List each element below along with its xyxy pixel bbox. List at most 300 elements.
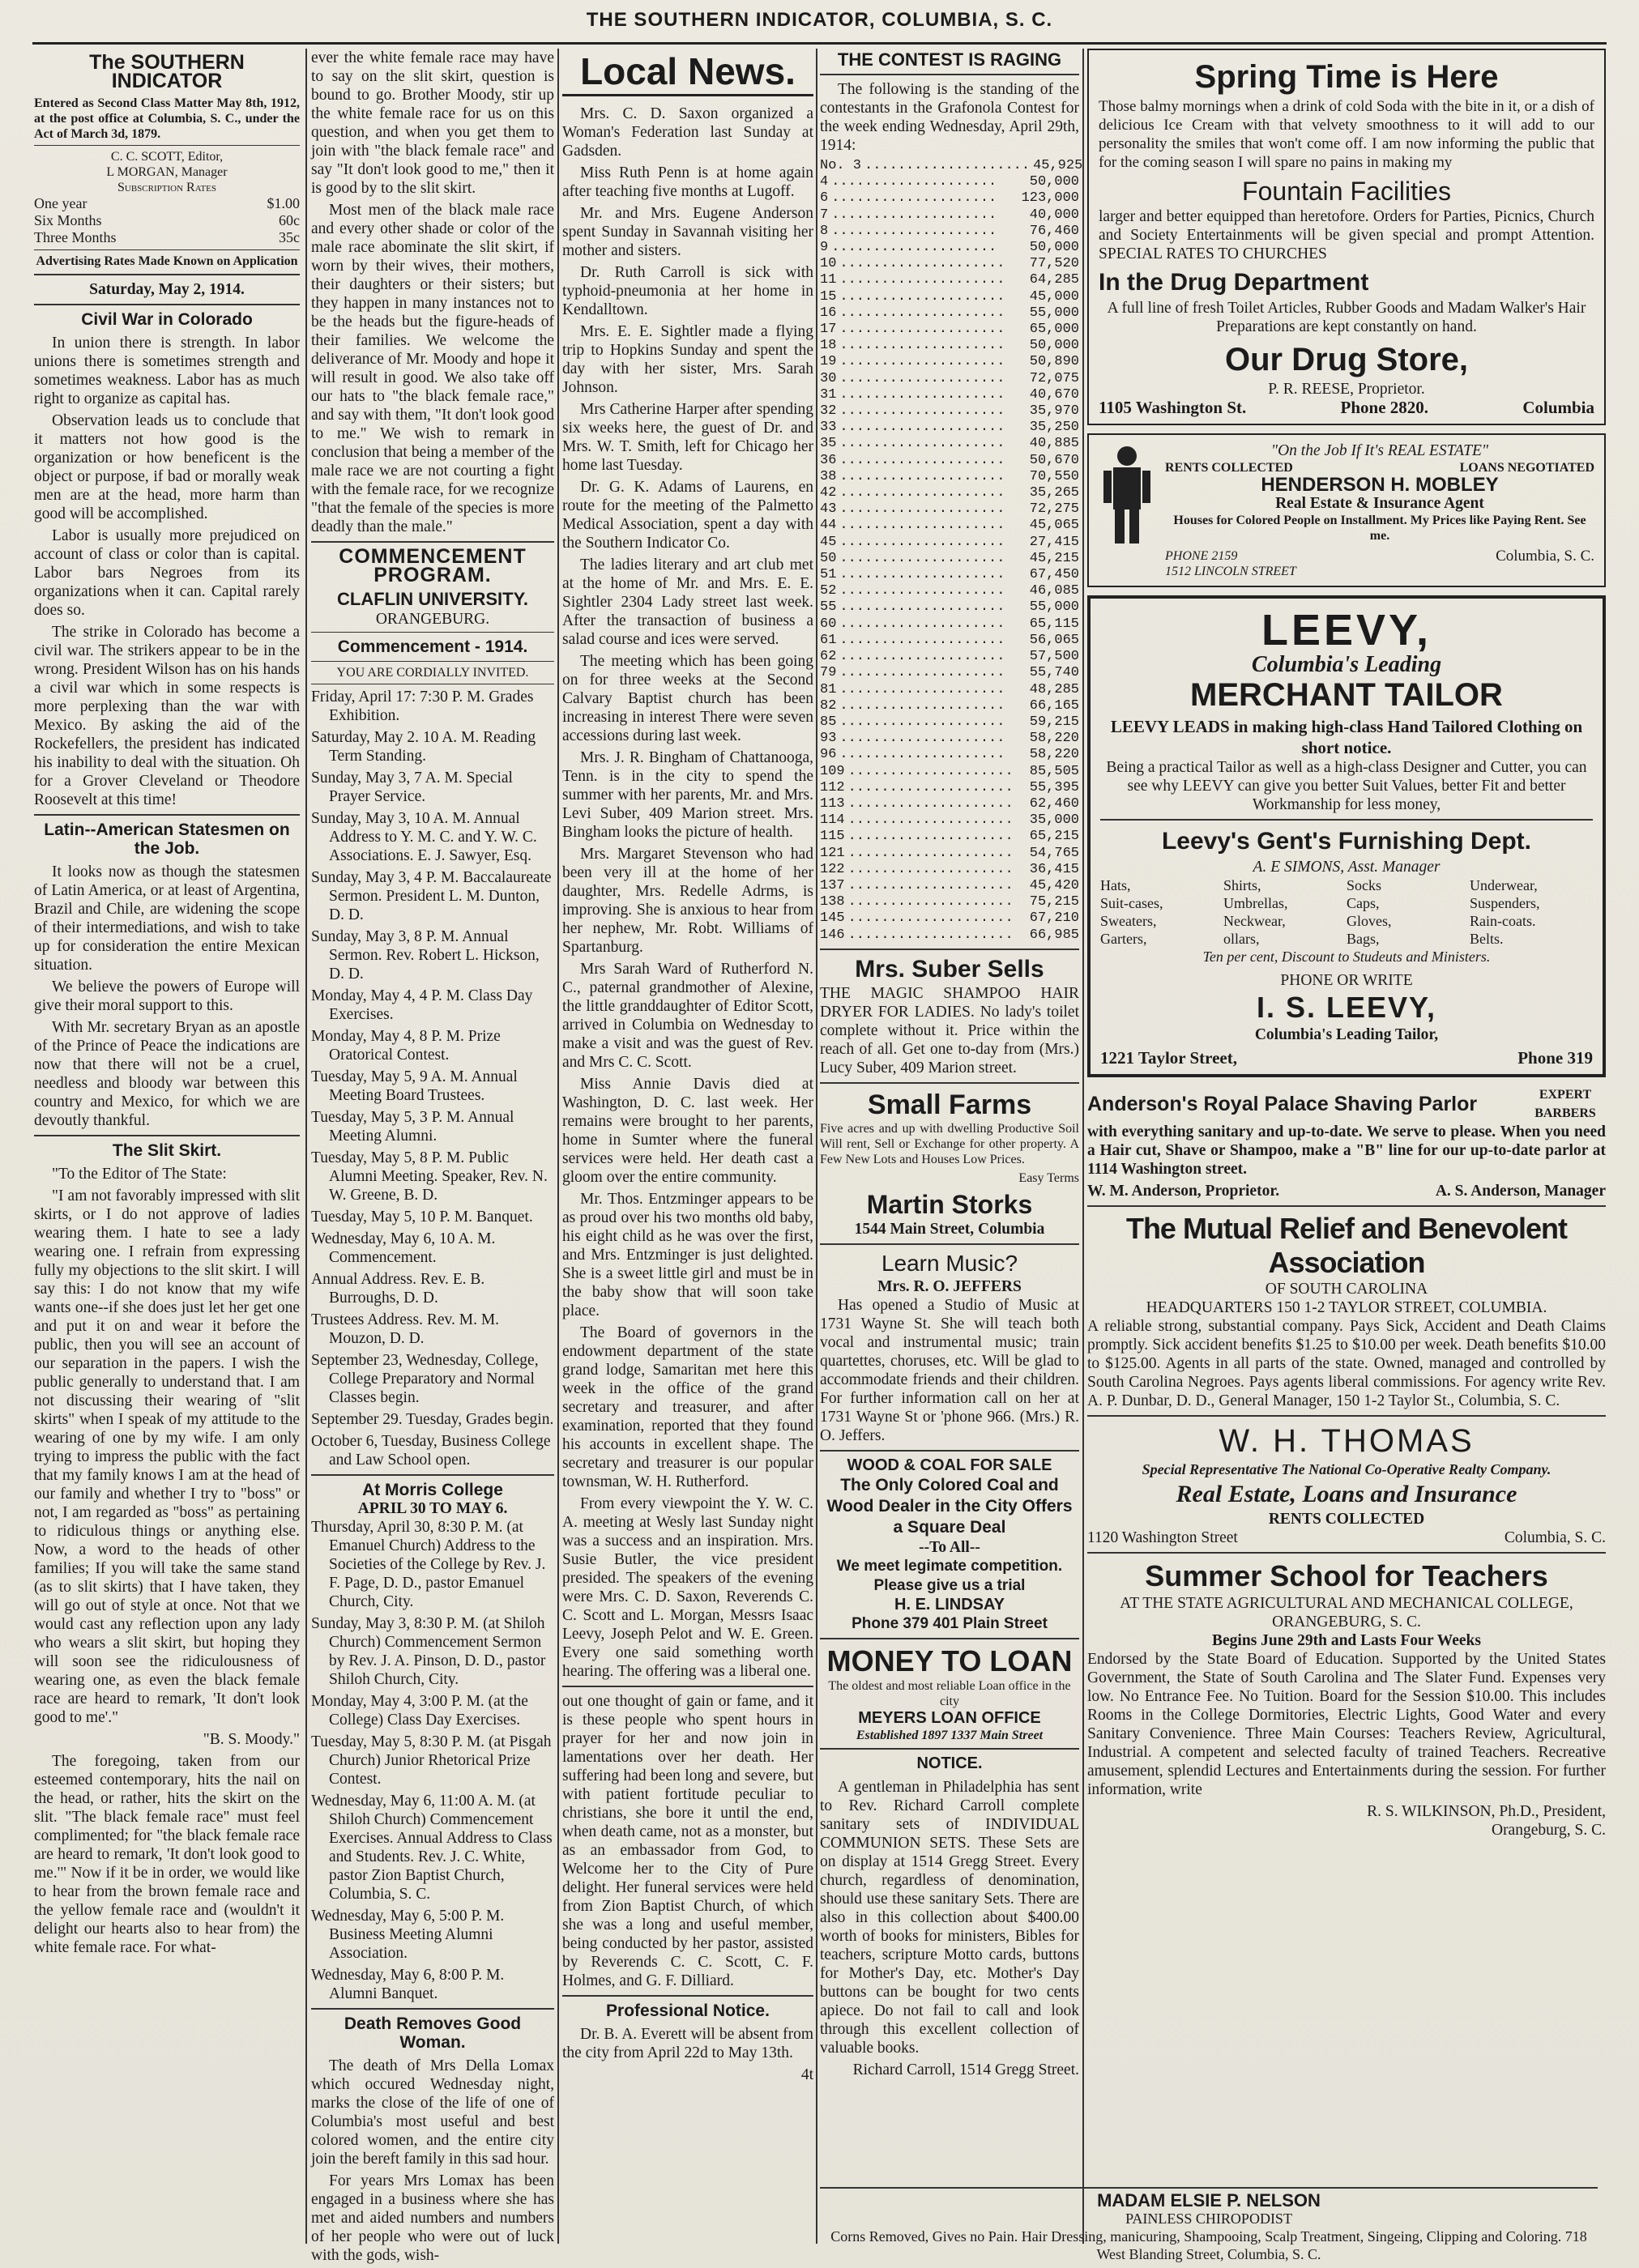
contestant-votes: 55,000 [1029,305,1079,321]
letter-signature: "B. S. Moody." [203,1731,300,1748]
contest-row [820,633,1079,649]
wood-ad-phone: Phone 379 401 Plain Street [852,1614,1048,1632]
program-item: Wednesday, May 6, 11:00 A. M. (at Shiloh Church) Commencement Exercises. Annual Address to Class and Students. Rev. J. C. White, pastor Zion Baptist Church, Columbia, S. C. [311,1793,553,1903]
program-item: Monday, May 4, 3:00 P. M. (at the College) Class Day Exercises. [311,1693,528,1729]
contestant-number: 60 [820,616,837,632]
headline-latin-american: Latin--American Statesmen on the Job. [44,821,290,858]
dot-leader: .................... [831,207,997,223]
summer-signature-2: Orangeburg, S. C. [1491,1822,1606,1839]
paragraph: The foregoing, taken from our esteemed contemporary, hits the nail on the head, or rather, hits the skirt on the slit. "The black female race" must feel complimented; for "the black female race are heard to remark, 'It don't look good to me.'" Now if it be in order, we would like to hear from the brown female race and the yellow female race and (wouldn't it delight our hearts also to hear from) the white female race. For what- [34,1753,300,1956]
news-item: Mr. Thos. Entzminger appears to be as proud over his two months old baby, his eight child as he was over the first, and Mrs. Entzminger is just delighted. She is a sweet little girl and must be in the baby show that will soon take place. [562,1191,813,1319]
contestant-number: 50 [820,550,837,566]
goods-item: Umbrellas, [1223,895,1288,911]
dot-leader: .................... [847,845,1014,861]
contestant-votes: 59,215 [1029,714,1079,730]
program-item: Wednesday, May 6, 8:00 P. M. Alumni Banquet. [311,1967,505,2002]
leevy-lead: LEEVY LEADS in making high-class Hand Tailored Clothing on short notice. [1110,717,1583,757]
paragraph: "To the Editor of The State: [52,1166,227,1183]
contest-row [820,338,1079,354]
contest-row [820,649,1079,665]
headline-death-removes: Death Removes Good Woman. [344,2014,522,2052]
goods-item: Underwear, [1470,877,1538,893]
goods-item: Suspenders, [1470,895,1540,911]
divider [34,145,300,146]
contestant-number: 115 [820,829,845,845]
contest-row [820,551,1079,567]
contest-row [820,698,1079,714]
contestant-votes: 57,500 [1029,649,1079,665]
goods-item: ollars, [1223,931,1260,947]
headline-slit-skirt: The Slit Skirt. [112,1141,222,1160]
goods-item: Caps, [1347,895,1380,911]
program-item: Sunday, May 3, 4 P. M. Baccalaureate Sermon. President L. M. Dunton, D. D. [311,869,552,923]
contestant-number: 51 [820,567,837,583]
chiropodist-name: MADAM ELSIE P. NELSON [1097,2190,1321,2210]
dot-leader: .................... [839,714,1005,730]
leevy-trade: MERCHANT TAILOR [1190,677,1503,713]
contestant-number: 10 [820,256,837,272]
contestant-number: 35 [820,436,837,452]
contestant-number: 109 [820,763,845,779]
thomas-services: Real Estate, Loans and Insurance [1176,1481,1517,1507]
contestant-votes: 65,115 [1029,616,1079,632]
dot-leader: .................... [839,386,1005,403]
contestant-votes: 66,165 [1029,697,1079,714]
issue-date: Saturday, May 2, 1914. [89,281,245,298]
column-local-news [562,49,813,2244]
paragraph: In union there is strength. In labor unions there is sometimes strength and sometimes weakness. Labor has as much right to organize as capital has. [34,335,300,407]
headline-civil-war: Civil War in Colorado [81,310,253,329]
mobley-name: HENDERSON H. MOBLEY [1261,474,1499,496]
dot-leader: .................... [839,534,1005,550]
contest-row [820,272,1079,288]
summer-school-ad [1087,1558,1606,1840]
money-ad-established: Established 1897 1337 Main Street [856,1728,1044,1742]
program-item: Annual Address. Rev. E. B. Burroughs, D. D. [311,1271,485,1307]
dot-leader: .................... [839,338,1005,354]
thomas-name: W. H. THOMAS [1219,1423,1475,1459]
contest-row [820,224,1079,240]
thomas-contact: 1120 Washington Street Columbia, S. C. [1087,1529,1606,1546]
goods-item: Suit-cases, [1100,895,1163,911]
dot-leader: .................... [839,747,1005,763]
martin-storks-address: 1544 Main Street, Columbia [854,1220,1045,1238]
mutual-text: A reliable strong, substantial company. Pays Sick, Accident and Death Claims promptly. Sick accident benefits $1.25 to $10.00 per week. Death benefits $10.00 to $125.00. Agents in all parts of the state. Owned, managed and controlled by South Carolina Negroes. Pays agents liberal commissions. For agency write Rev. A. P. Dunbar, D. D., General Manager, 150 1-2 Taylor St., Columbia, S. C. [1087,1318,1606,1409]
news-item: The meeting which has been going on for three weeks at the Second Calvary Baptist church has been increasing in interest There were seven accessions during last week. [562,653,813,744]
professional-notice-title: Professional Notice. [606,2002,770,2020]
contestant-number: 146 [820,927,845,943]
divider [311,541,554,543]
shave-tag: EXPERT BARBERS [1534,1088,1596,1120]
contestant-votes: 40,670 [1029,386,1079,403]
dot-leader: .................... [847,910,1014,927]
notice-title: NOTICE. [916,1754,983,1772]
drug-store-contact: 1105 Washington St. Phone 2820. Columbia [1099,398,1594,417]
paragraph: It looks now as though the statesmen of Latin America, or at least of Argentina, Brazil and Chile, are widening the scope of their intermediations, and wish to take up for consideration the entire Mexican situation. [34,863,300,974]
contestant-votes: 45,065 [1029,518,1079,534]
news-item: Mrs Sarah Ward of Rutherford N. C., paternal grandmother of Alexine, the little granddaughter of Editor Scott, arrived in Columbia on Wednesday to make a visit and was the guest of Rev. and Mrs C. C. Scott. [562,961,813,1071]
mobley-services: RENTS COLLECTED LOANS NEGOTIATED [1165,461,1594,475]
contest-row [820,780,1079,796]
masthead: THE SOUTHERN INDICATOR, COLUMBIA, S. C. [586,9,1053,31]
contestant-votes: 45,420 [1029,877,1079,893]
news-item: Miss Annie Davis died at Washington, D. C. last week. Her remains were brought to her parents, home in Sumter where the funeral services were held. Her death cast a gloom over the entire community. [562,1076,813,1186]
contest-row [820,714,1079,731]
contest-row [820,599,1079,616]
contest-intro: The following is the standing of the contestants in the Grafonola Contest for the week ending Wednesday, April 29th, 1914: [820,81,1079,154]
column-editorial [34,49,300,2244]
thomas-ad [1087,1422,1606,1547]
paragraph: ever the white female race may have to say on the slit skirt, question is bound to go. Brother Moody, stir up the white female race for us on this question, and when you get them to join with "the black female race" and say "It don't look good to me," then it is good by to the slit skirt. [311,49,554,197]
dot-leader: .................... [847,829,1014,845]
contest-row [820,682,1079,698]
divider [34,304,300,305]
program-item: September 23, Wednesday, College, College Preparatory and Normal Classes begin. [311,1352,539,1406]
contestant-number: 18 [820,338,837,354]
contestant-number: 4 [820,174,829,190]
dot-leader: .................... [839,567,1005,583]
contest-row [820,894,1079,910]
dot-leader: .................... [839,256,1005,272]
contest-title: THE CONTEST IS RAGING [837,49,1062,70]
program-item: Tuesday, May 5, 8 P. M. Public Alumni Meeting. Speaker, Rev. N. W. Greene, B. D. [311,1149,548,1204]
shave-title: Anderson's Royal Palace Shaving Parlor [1087,1092,1478,1115]
divider [820,949,1079,950]
contestant-number: 121 [820,845,845,861]
contestant-number: 61 [820,632,837,648]
paragraph: "I am not favorably impressed with slit skirts, or I do not approve of ladies wearing them. I hate to see a lady wearing one. I refrain from expressing fully my objections to the slit skirt. I will say this: I do not know that my wife wants one--if she does just let her get one and put it on and wear it before the public, then you will see an account of our separation in the papers. I wish the public generally to understand that. I am not discussing their wearing of "slit skirts" when I speak of my attitude to the wearing of one by my wife. I am only trying to impress the public with the fact that my family knows I am at the head of our family and whether I try to "boss" or not, I am regarded as "boss" as pertaining to ridiculous things or anything else. Now, a word to the heads of other families; If you will take the same stand (as to slit skirts) that I have taken, they will go out of style at once. Not that we would cast any reflection upon any lady who wears a slit skirt, but hoping they will soon see the ridiculousness of wearing one, as even the black female race are heard to remark, 'It don't look good to me'." [34,1187,300,1726]
column-contest-ads [820,49,1083,2244]
contestant-votes: 72,275 [1029,501,1079,518]
contestant-number: 114 [820,812,845,829]
contest-row [820,862,1079,878]
contest-row [820,453,1079,469]
contestant-number: 32 [820,403,837,420]
music-ad-title: Learn Music? [881,1250,1018,1276]
shaving-parlor-ad [1087,1085,1606,1200]
mutual-subtitle: OF SOUTH CAROLINA [1265,1281,1428,1298]
contest-row [820,878,1079,894]
professional-notice-num: 4t [800,2066,813,2083]
divider [34,814,300,816]
contestant-number: 16 [820,305,837,321]
divider [311,661,554,662]
wood-ad-dealer: H. E. LINDSAY [894,1595,1005,1614]
paragraph: Observation leads us to conclude that it matters not how good is the organization or how beneficent is the object or purpose, if bad or morally weak men are at the head, more harm than good will be accomplished. [34,412,300,522]
contestant-number: 43 [820,501,837,518]
goods-item: Belts. [1470,931,1504,947]
fountain-text: larger and better equipped than heretofore. Orders for Parties, Picnics, Church and Society Entertainments will be given special and prompt Attention. SPECIAL RATES TO CHURCHES [1099,208,1594,262]
contestant-votes: 48,285 [1029,681,1079,697]
spring-text: Those balmy mornings when a drink of cold Soda with the bite in it, or a dish of delicious Ice Cream with that velvety smoothness to it will add to our personality the smiles that won't come off. I am now informing the public that for the coming season I will spare no pains in making my [1099,98,1594,171]
dot-leader: .................... [831,223,997,239]
contestant-number: 138 [820,894,845,910]
suber-ad-text: THE MAGIC SHAMPOO HAIR DRYER FOR LADIES. No lady's toilet complete without it. Price within the reach of all. Get one to-day from (Mrs.) Lucy Suber, 409 Marion street. [820,984,1079,1076]
dot-leader: .................... [831,240,997,256]
contestant-votes: 62,460 [1029,795,1079,812]
news-item: The Board of governors in the endowment department of the state grand lodge, Samaritan met here this week in the office of the grand secretary and treasurer, and after examination, reported that they found his accounts in excellent shape. The secretary and treasurer is our popular townsman, W. H. Rutherford. [562,1324,813,1490]
program-item: Trustees Address. Rev. M. M. Mouzon, D. D. [311,1311,500,1347]
program-item: Thursday, April 30, 8:30 P. M. (at Emanuel Church) Address to the Societies of the College by Rev. J. F. Page, D. D., pastor Emanuel Church, City. [311,1519,546,1610]
dot-leader: .................... [839,583,1005,599]
news-item: Mrs. C. D. Saxon organized a Woman's Federation last Sunday at Gadsden. [562,105,813,160]
shave-owners: W. M. Anderson, Proprietor. A. S. Anderson, Manager [1087,1183,1606,1200]
dot-leader: .................... [839,599,1005,616]
contestant-votes: 70,550 [1029,468,1079,484]
goods-item: Bags, [1347,931,1380,947]
program-item: Wednesday, May 6, 10 A. M. Commencement. [311,1230,496,1266]
program-item: Tuesday, May 5, 9 A. M. Annual Meeting Board Trustees. [311,1068,518,1104]
divider [1087,1552,1606,1554]
summer-subtitle: AT THE STATE AGRICULTURAL AND MECHANICAL COLLEGE, ORANGEBURG, S. C. [1120,1595,1573,1631]
dot-leader: .................... [839,616,1005,632]
contestant-votes: 55,740 [1029,665,1079,681]
program-item: Sunday, May 3, 10 A. M. Annual Address to Y. M. C. and Y. W. C. Associations. E. J. Sawyer, Esq. [311,810,537,864]
man-figure-icon [1099,441,1155,547]
contest-row [820,190,1079,207]
manager-line: L MORGAN, Manager [106,165,228,179]
gents-furnishing-title: Leevy's Gent's Furnishing Dept. [1161,828,1532,855]
contestant-votes: 55,395 [1029,779,1079,795]
contest-row [820,501,1079,518]
summer-signature-1: R. S. WILKINSON, Ph.D., President, [1367,1803,1606,1820]
divider [34,1135,300,1136]
contestant-number: 30 [820,370,837,386]
dot-leader: .................... [847,877,1014,893]
news-item: Mrs. J. R. Bingham of Chattanooga, Tenn. is in the city to spend the summer with her parents, Mr. and Mrs. Levi Suber, 409 Marion street. Mrs. Bingham looks the picture of health. [562,749,813,841]
program-item: Friday, April 17: 7:30 P. M. Grades Exhibition. [311,688,534,724]
contestant-votes: 66,985 [1029,927,1079,943]
rate-row: Three Months 35c [34,229,300,245]
money-ad-name: MEYERS LOAN OFFICE [858,1708,1041,1727]
contestant-votes: 50,000 [1029,240,1079,256]
contest-row [820,322,1079,338]
music-ad-name: Mrs. R. O. JEFFERS [877,1277,1022,1295]
divider [34,274,300,275]
mobley-subtitle: Real Estate & Insurance Agent [1275,495,1484,512]
goods-item: Sweaters, [1100,913,1157,929]
mobley-tagline: "On the Job If It's REAL ESTATE" [1270,442,1489,459]
leevy-tailor-ad [1087,595,1606,1077]
program-list [311,688,554,1469]
divider [562,1686,813,1687]
dot-leader: .................... [839,518,1005,534]
goods-item: Gloves, [1347,913,1392,929]
program-item: Sunday, May 3, 8 P. M. Annual Sermon. Rev. Robert L. Hickson, D. D. [311,928,540,983]
dot-leader: .................... [847,894,1014,910]
contestant-votes: 72,075 [1029,370,1079,386]
divider [820,74,1079,75]
notice-text: A gentleman in Philadelphia has sent to Rev. Richard Carroll complete sanitary sets of INDIVIDUAL COMMUNION SETS. These Sets are on display at 1514 Gregg Street. Every church, regardless of denomination, should use these sanitary Sets. There are also in this collection about $400.00 worth of books for ministers, Bibles for teachers, scripture Motto cards, buttons for Mother's Day, etc. Mother's Day buttons can be bought for two cents apiece. Do not fail to call and look through this excellent collection of valuable books. [820,1778,1079,2057]
contestant-number: 55 [820,599,837,616]
contestant-votes: 35,970 [1029,403,1079,420]
contestant-number: 82 [820,697,837,714]
divider [311,632,554,633]
contestant-number: 122 [820,861,845,877]
drug-department-heading: In the Drug Department [1099,269,1369,296]
dot-leader: .................... [839,403,1005,420]
contestant-number: 62 [820,649,837,665]
contest-row [820,354,1079,370]
contest-row [820,289,1079,305]
news-item: Mrs. E. E. Sightler made a flying trip to Hopkins Sunday and spent the day with her sister, Mrs. Sarah Johnson. [562,323,813,396]
dot-leader: .................... [839,305,1005,321]
column-commencement [311,49,554,2264]
gents-manager: A. E SIMONS, Asst. Manager [1253,859,1441,876]
dot-leader: .................... [831,174,997,190]
dot-leader: .................... [847,927,1014,943]
chiropodist-ad [820,2187,1598,2263]
contestant-votes: 67,450 [1029,567,1079,583]
program-item: Sunday, May 3, 8:30 P. M. (at Shiloh Church) Commencement Sermon by Rev. J. A. Pinson, D. D., pastor Shiloh Church, City. [311,1615,546,1688]
news-item: Mr. and Mrs. Eugene Anderson spent Sunday in Savannah visiting her mother and sisters. [562,205,813,259]
contest-row [820,256,1079,272]
dot-leader: .................... [839,468,1005,484]
claflin-heading: CLAFLIN UNIVERSITY. [337,589,528,609]
contest-row [820,305,1079,322]
contest-row [820,240,1079,256]
contestant-votes: 55,000 [1029,599,1079,616]
notice-signature: Richard Carroll, 1514 Gregg Street. [852,2061,1079,2078]
news-item: Mrs. Margaret Stevenson who had been very ill at the home of her daughter, Mrs. Redelle Adrms, is improving. She is anxious to hear from her nephew, Mr. Robt. Williams of Spartanburg. [562,846,813,956]
contestant-number: No. 3 [820,158,862,173]
paragraph: Most men of the black male race and every other shade or color of the male race abominate the slit skirt, if worn by their wives, their mothers, their daughters or their sisters; but they happen in many instances not to be the heads but the figure-heads of their families. We welcome the deliverance of Mr. Moody and hope it will result in good. We also take off our hats to "the black female race," and say with them, "It don't look good to me." We wish to remark in conclusion that being a member of the male race we are not courting a fight with the female race, for we recognize "that the female of the species is more deadly than the male." [311,202,554,535]
divider [311,2008,554,2010]
divider [820,1243,1079,1245]
contestant-number: 11 [820,272,837,288]
divider [1087,1415,1606,1417]
mobley-ad-body [1165,441,1594,579]
paragraph: With Mr. secretary Bryan as an apostle of the Prince of Peace the indications are now that there will not be a cruel, needless and bloody war between this country and Mexico, for which we are devoutly thankful. [34,1019,300,1129]
discount-line: Ten per cent, Discount to Studeuts and Ministers. [1202,949,1491,965]
divider [820,1638,1079,1639]
contest-row [820,420,1079,436]
contestant-votes: 54,765 [1029,845,1079,861]
contestant-number: 8 [820,223,829,239]
contest-row [820,518,1079,534]
contest-row [820,371,1079,387]
contestant-votes: 40,000 [1029,207,1079,223]
contestant-votes: 27,415 [1029,534,1079,550]
rates-heading: Subscription Rates [117,181,216,194]
paragraph: The death of Mrs Della Lomax which occured Wednesday night, marks the close of the life of one of Columbia's most useful and best colored women, and the entire city join the bereft family in this sad hour. [311,2057,554,2168]
program-item: October 6, Tuesday, Business College and Law School open. [311,1433,551,1469]
spring-title: Spring Time is Here [1194,59,1499,95]
news-item: Miss Ruth Penn is at home again after teaching five months at Lugoff. [562,164,813,200]
contestant-votes: 45,000 [1029,288,1079,305]
contest-row [820,387,1079,403]
contestant-votes: 50,670 [1029,452,1079,468]
contestant-votes: 77,520 [1029,256,1079,272]
contest-row [820,812,1079,829]
divider [562,1995,813,1997]
contest-row [820,796,1079,812]
dot-leader: .................... [839,681,1005,697]
goods-item: Shirts, [1223,877,1261,893]
dot-leader: .................... [839,485,1005,501]
contestant-votes: 75,215 [1029,894,1079,910]
column-advertisements [1087,49,1606,2244]
dot-leader: .................... [839,354,1005,370]
paragraph: Labor is usually more prejudiced on account of class or color than is capital. Labor bars Negroes from its organizations when it can. Capital rarely does so. [34,527,300,619]
contestant-votes: 50,000 [1029,174,1079,190]
dot-leader: .................... [864,158,1031,173]
program-item: Monday, May 4, 8 P. M. Prize Oratorical Contest. [311,1028,501,1064]
dot-leader: .................... [839,288,1005,305]
contestant-number: 81 [820,681,837,697]
contestant-votes: 65,215 [1029,829,1079,845]
entered-notice: Entered as Second Class Matter May 8th, 1912, at the post office at Columbia, S. C., under the Act of March 3d, 1879. [34,96,300,141]
suber-ad-title: Mrs. Suber Sells [855,955,1044,983]
goods-item: Garters, [1100,931,1147,947]
contestant-number: 79 [820,665,837,681]
contest-row [820,207,1079,224]
dot-leader: .................... [839,665,1005,681]
news-item: From every viewpoint the Y. W. C. A. meeting at Wesly last Sunday night was a success and an inspiration. Mrs. Susie Butler, the vice president presided. The speakers of the evening were Mrs. C. D. Saxon, Reverends C. C. Scott and L. Morgan, Messrs Isaac Leevy, Joseph Pelot and W. E. Green. Every one said something worth hearing. The offering was a liberal one. [562,1495,813,1680]
drug-store-name: Our Drug Store, [1224,342,1469,377]
mobley-ad [1087,433,1606,587]
program-item: Saturday, May 2. 10 A. M. Reading Term Standing. [311,729,536,765]
contestant-number: 17 [820,322,837,338]
contest-row [820,403,1079,420]
paper-title: The SOUTHERN INDICATOR [89,51,245,92]
contestant-votes: 50,890 [1029,354,1079,370]
news-item: Dr. Ruth Carroll is sick with typhoid-pneumonia at her home in Kendalltown. [562,264,813,318]
dot-leader: .................... [831,190,997,207]
contestant-number: 52 [820,583,837,599]
contest-row [820,535,1079,551]
leevy-text: Being a practical Tailor as well as a high-class Designer and Cutter, you can see why LEEVY can give you better Suit Values, better Fit and better Workmanship for less money, [1106,759,1587,813]
goods-item: Neckwear, [1223,913,1286,929]
contestant-number: 15 [820,288,837,305]
contestant-number: 42 [820,485,837,501]
isl-subtitle: Columbia's Leading Tailor, [1254,1026,1439,1043]
contest-row [820,485,1079,501]
leevy-subtitle: Columbia's Leading [1251,652,1442,677]
music-ad-text: Has opened a Studio of Music at 1731 Wayne St. She will teach both vocal and instrumental music; train quartettes, choruses, etc. Will be glad to accommodate friends and their children. For further information call on her at 1731 Wayne St or 'phone 966. (Mrs.) R. O. Jeffers. [820,1296,1079,1444]
dot-leader: .................... [847,795,1014,812]
wood-ad-more: We meet legimate competition. Please give us a trial [836,1557,1063,1594]
contest-row [820,910,1079,927]
program-item: Tuesday, May 5, 8:30 P. M. (at Pisgah Church) Junior Rhetorical Prize Contest. [311,1733,552,1788]
divider [34,249,300,250]
paragraph: The strike in Colorado has become a civil war. The strikers appear to be in the wrong. President Wilson has on his hands a civil war which in some respects is more perplexing than the war with Mexico. By asking the aid of the Rockefellers, the president has indicated his inability to deal with the situation. Oh for a Grover Cleveland or Theodore Roosevelt at this time! [34,624,300,808]
dot-leader: .................... [839,550,1005,566]
contest-row [820,616,1079,633]
contestant-votes: 123,000 [1021,190,1079,207]
divider [311,1474,554,1476]
farms-ad-title: Small Farms [867,1089,1032,1120]
chiropodist-subtitle: PAINLESS CHIROPODIST [1125,2210,1292,2227]
contestant-number: 137 [820,877,845,893]
mobley-contact: PHONE 2159 1512 LINCOLN STREET Columbia, S. C. [1165,548,1594,578]
contestant-votes: 50,000 [1029,338,1079,354]
program-item: Wednesday, May 6, 5:00 P. M. Business Meeting Alumni Association. [311,1908,505,1962]
contestant-number: 96 [820,747,837,763]
contestant-votes: 58,220 [1029,731,1079,747]
professional-notice-text: Dr. B. A. Everett will be absent from the city from April 22d to May 13th. [562,2026,813,2061]
commencement-year: Commencement - 1914. [337,637,528,656]
divider [820,1748,1079,1750]
news-item: Dr. G. K. Adams of Laurens, en route for the meeting of the Palmetto Medical Association, spent a day with the Southern Indicator Co. [562,479,813,552]
contestant-votes: 64,285 [1029,272,1079,288]
divider [820,1082,1079,1084]
mutual-relief-ad [1087,1212,1606,1410]
contest-row [820,747,1079,763]
dot-leader: .................... [839,420,1005,436]
summer-text: Endorsed by the State Board of Education. Supported by the United States Government, the State of South Carolina and The Slater Fund. Expenses very low. No Entrance Fee. No Tuition. Board for the Session $10.00. This includes Rooms in the College Dormitories, Electric Lights, Good Water and every Sanitary Convenience. Three Main Courses: Teachers Review, Agricultural, Industrial. A competent and selected faculty of trained Teachers. Recreative amusement, splendid Lectures and Entertainments during the session. For further information, write [1087,1651,1606,1798]
contestant-votes: 36,415 [1029,861,1079,877]
